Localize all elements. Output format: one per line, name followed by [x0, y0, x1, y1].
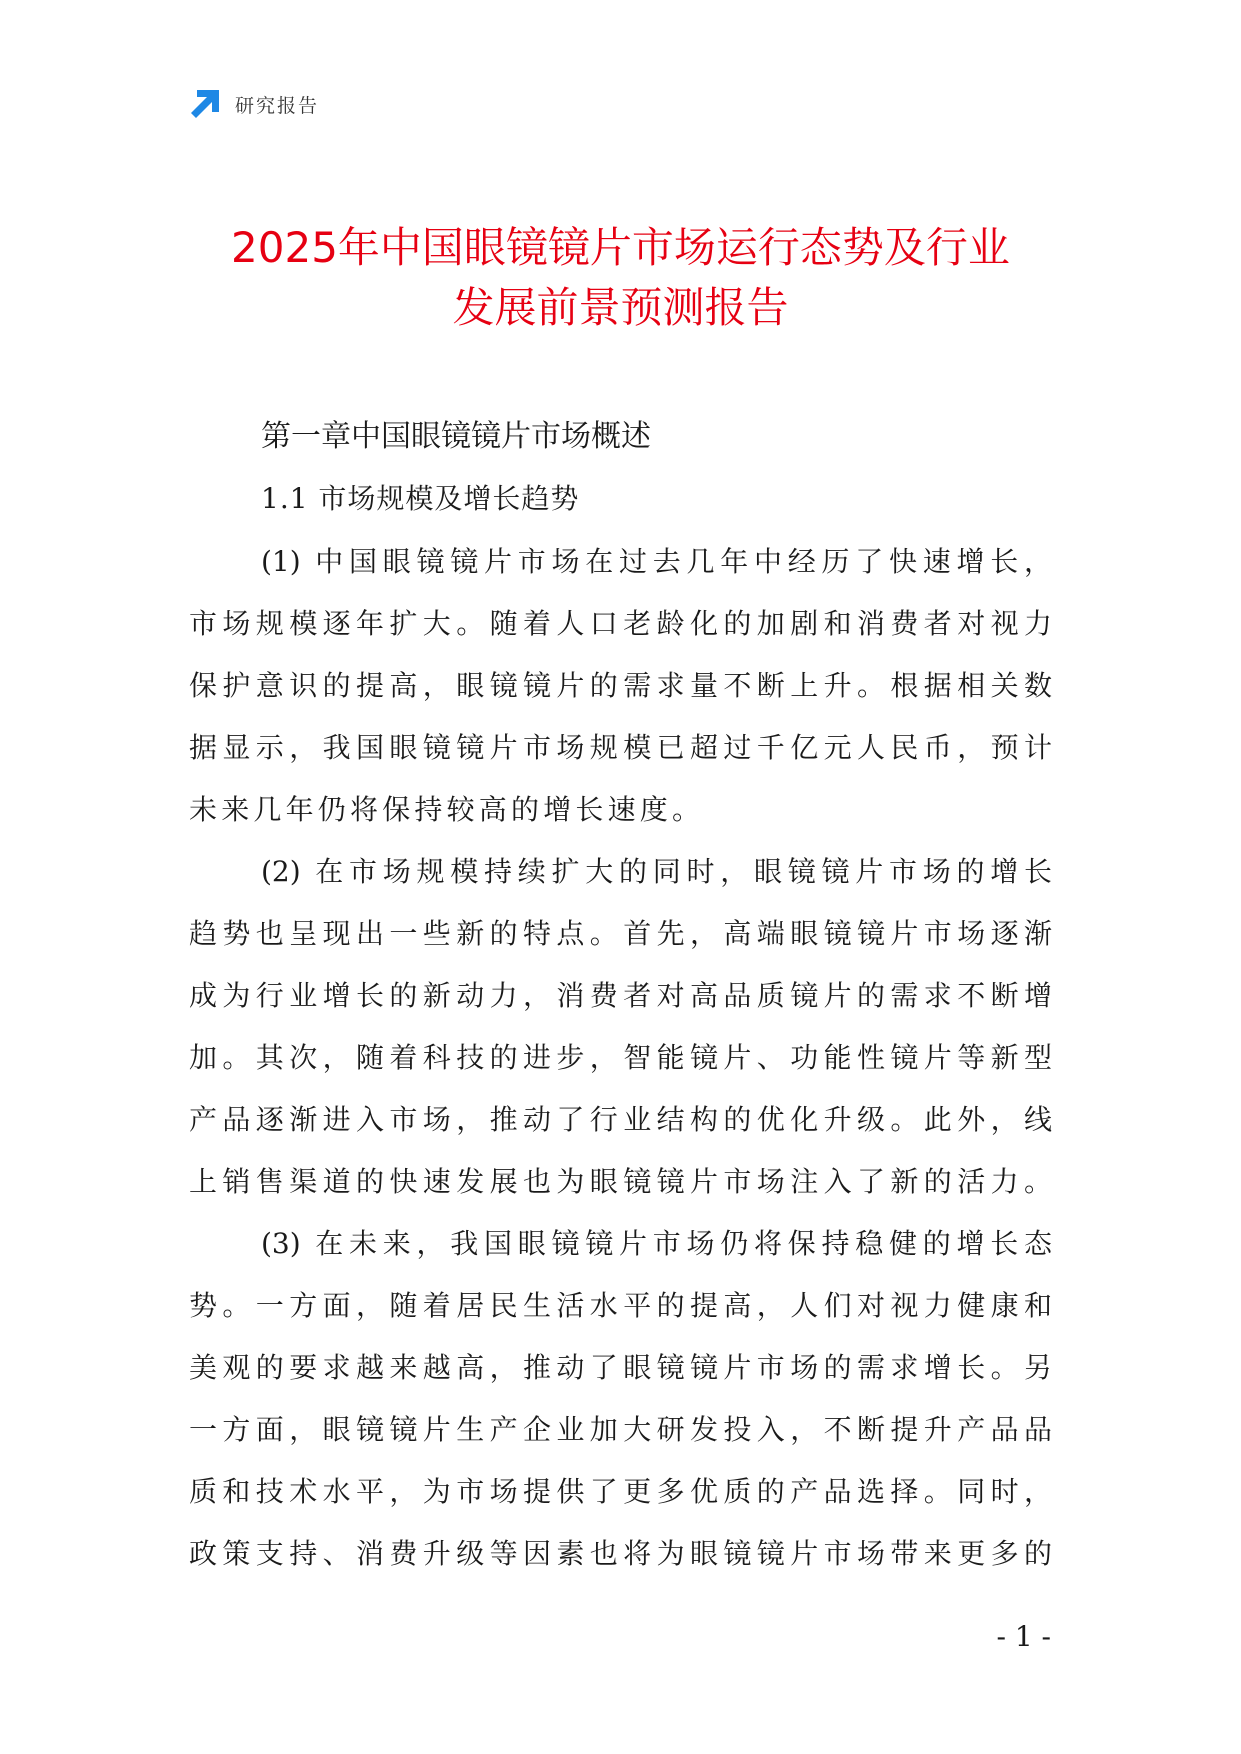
- report-header: [189, 88, 319, 120]
- paragraph-3-line: 一方面，眼镜镜片生产企业加大研发投入，不断提升产品品: [189, 1413, 1052, 1446]
- paragraph-2-line: 加。其次，随着科技的进步，智能镜片、功能性镜片等新型: [189, 1041, 1052, 1074]
- paragraph-3-line: 政策支持、消费升级等因素也将为眼镜镜片市场带来更多的: [189, 1537, 1052, 1570]
- paragraph-3-line: 质和技术水平，为市场提供了更多优质的产品选择。同时，: [189, 1475, 1052, 1508]
- chapter-heading: 第一章中国眼镜镜片市场概述: [261, 419, 651, 454]
- paragraph-1-line: 市场规模逐年扩大。随着人口老龄化的加剧和消费者对视力: [189, 607, 1052, 640]
- paragraph-1-line: 据显示，我国眼镜镜片市场规模已超过千亿元人民币，预计: [189, 731, 1052, 764]
- arrow-up-right-icon: [189, 88, 221, 120]
- paragraph-3-line: 势。一方面，随着居民生活水平的提高，人们对视力健康和: [189, 1289, 1052, 1322]
- title-line-2: 发展前景预测报告: [452, 283, 789, 332]
- paragraph-1-line: 未来几年仍将保持较高的增长速度。: [189, 793, 705, 826]
- paragraph-1-line: 保护意识的提高，眼镜镜片的需求量不断上升。根据相关数: [189, 669, 1052, 702]
- title-line-1: 2025年中国眼镜镜片市场运行态势及行业: [231, 223, 1010, 272]
- paragraph-2-line: 趋势也呈现出一些新的特点。首先，高端眼镜镜片市场逐渐: [189, 917, 1052, 950]
- section-heading: 1.1 市场规模及增长趋势: [261, 482, 580, 515]
- page-number: - 1 -: [996, 1620, 1051, 1653]
- paragraph-1-line: (1) 中国眼镜镜片市场在过去几年中经历了快速增长，: [261, 545, 1052, 578]
- header-label: 研究报告: [235, 94, 320, 117]
- paragraph-3-line: (3) 在未来，我国眼镜镜片市场仍将保持稳健的增长态: [261, 1227, 1052, 1260]
- paragraph-2-line: 上销售渠道的快速发展也为眼镜镜片市场注入了新的活力。: [189, 1165, 1052, 1198]
- paragraph-3-line: 美观的要求越来越高，推动了眼镜镜片市场的需求增长。另: [189, 1351, 1052, 1384]
- paragraph-2-line: 产品逐渐进入市场，推动了行业结构的优化升级。此外，线: [189, 1103, 1052, 1136]
- report-title: [150, 218, 1091, 338]
- paragraph-2-line: (2) 在市场规模持续扩大的同时，眼镜镜片市场的增长: [261, 855, 1052, 888]
- body-text: [189, 541, 1052, 1595]
- paragraph-2-line: 成为行业增长的新动力，消费者对高品质镜片的需求不断增: [189, 979, 1052, 1012]
